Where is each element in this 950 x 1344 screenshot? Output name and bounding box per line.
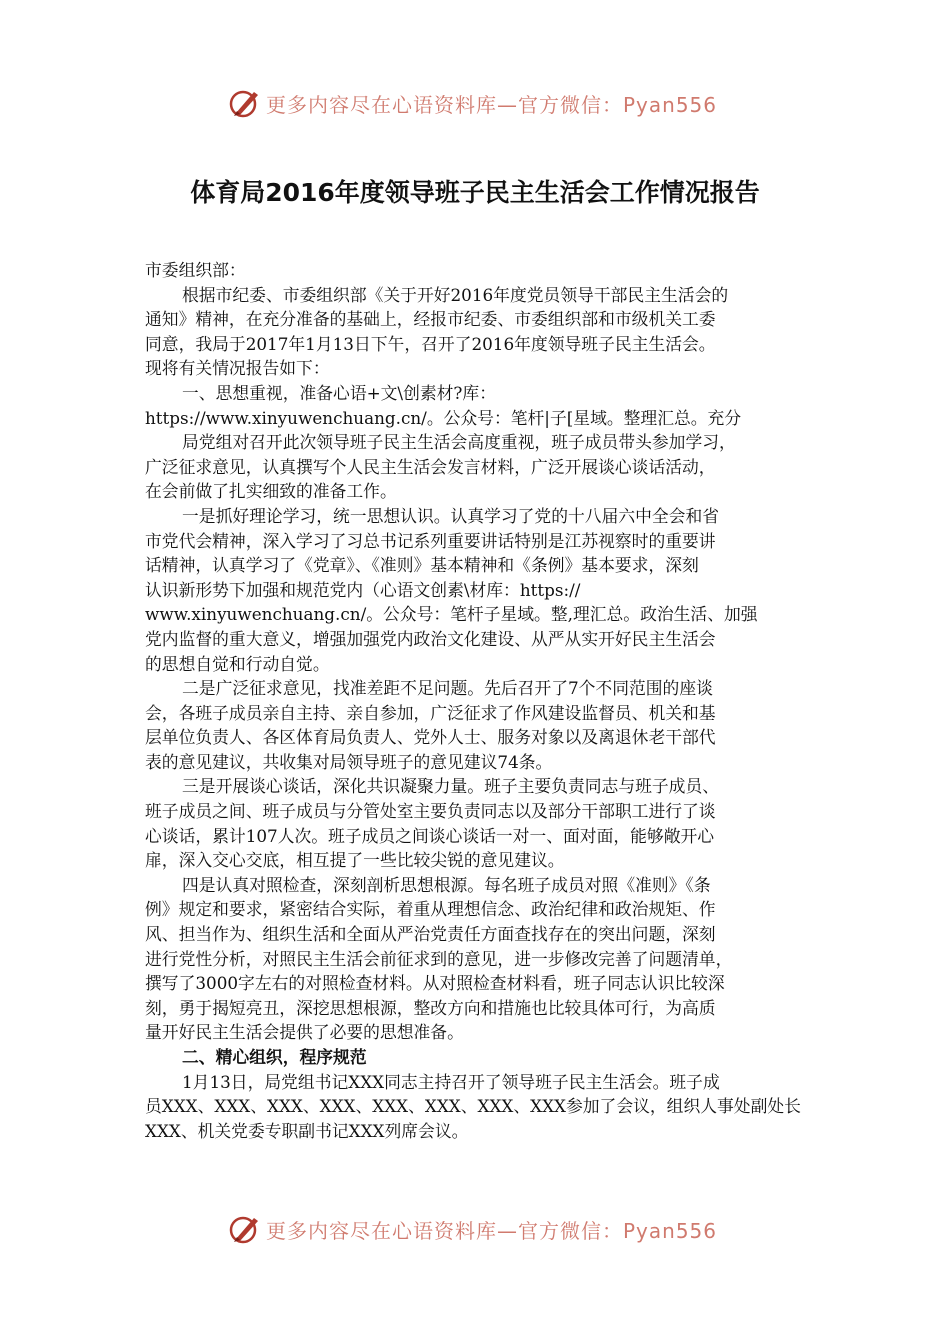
body-text-line: 认识新形势下加强和规范党内（心语文创素\材库：https:// [145, 579, 581, 600]
body-text-line: 一、思想重视，准备心语+文\创素材?库： [182, 382, 496, 403]
body-text-line: 刻，勇于揭短亮丑，深挖思想根源，整改方向和措施也比较具体可行，为高质 [145, 997, 716, 1018]
pen-circle-logo-icon [228, 1212, 262, 1246]
pen-circle-logo-icon [228, 86, 262, 120]
footer-watermark [228, 1211, 717, 1247]
watermark-text: 更多内容尽在心语资料库—官方微信：Pyan556 [266, 92, 718, 117]
body-text-line: 例》规定和要求，紧密结合实际，着重从理想信念、政治纪律和政治规矩、作 [145, 899, 716, 920]
body-text-line: 在会前做了扎实细致的准备工作。 [145, 481, 397, 502]
body-text-line: 四是认真对照检查，深刻剖析思想根源。每名班子成员对照《准则》《条 [182, 874, 711, 895]
body-text-line: 局党组对召开此次领导班子民主生活会高度重视，班子成员带头参加学习， [182, 432, 736, 453]
body-text-line: 扉，深入交心交底，相互提了一些比较尖锐的意见建议。 [145, 850, 565, 871]
body-text-line: www.xinyuwenchuang.cn/。公众号：笔杆子星域。整,理汇总。政治生活、加强 [145, 604, 758, 625]
body-text-line: 现将有关情况报告如下： [145, 358, 330, 379]
body-text-line: 量开好民主生活会提供了必要的思想准备。 [145, 1022, 464, 1043]
body-text-line: 班子成员之间、班子成员与分管处室主要负责同志以及部分干部职工进行了谈 [145, 801, 716, 822]
body-text-line: 层单位负责人、各区体育局负责人、党外人士、服务对象以及离退休老干部代 [145, 727, 716, 748]
body-text-line: XXX、机关党委专职副书记XXX列席会议。 [145, 1120, 469, 1141]
body-text-line: 二是广泛征求意见，找准差距不足问题。先后召开了7个不同范围的座谈 [182, 678, 713, 699]
body-text-line: 员XXX、XXX、XXX、XXX、XXX、XXX、XXX、XXX参加了会议，组织人事处副处长 [145, 1096, 801, 1117]
body-text-line: 表的意见建议，共收集对局领导班子的意见建议74条。 [145, 751, 553, 772]
watermark-text: 更多内容尽在心语资料库—官方微信：Pyan556 [266, 1218, 718, 1243]
body-text-line: 广泛征求意见，认真撰写个人民主生活会发言材料，广泛开展谈心谈话活动， [145, 456, 716, 477]
section-heading-line: 二、精心组织，程序规范 [182, 1047, 367, 1067]
body-text-line: 三是开展谈心谈话，深化共识凝聚力量。班子主要负责同志与班子成员、 [182, 776, 720, 797]
header-watermark [228, 85, 717, 121]
body-text-line: 话精神，认真学习了《党章》、《准则》基本精神和《条例》基本要求，深刻 [145, 555, 699, 576]
body-text-line: 通知》精神，在充分准备的基础上，经报市纪委、市委组织部和市级机关工委 [145, 309, 716, 330]
body-text-line: 同意，我局于2017年1月13日下午，召开了2016年度领导班子民主生活会。 [145, 333, 716, 354]
body-text-line: 市委组织部： [145, 260, 246, 280]
body-text-line: 风、担当作为、组织生活和全面从严治党责任方面查找存在的突出问题，深刻 [145, 924, 716, 945]
body-text-line: 一是抓好理论学习，统一思想认识。认真学习了党的十八届六中全会和省 [182, 505, 720, 526]
body-text-line: 心谈话，累计107人次。班子成员之间谈心谈话一对一、面对面，能够敞开心 [145, 825, 715, 846]
document-body [145, 258, 813, 1143]
body-text-line: 根据市纪委、市委组织部《关于开好2016年度党员领导干部民主生活会的 [182, 284, 729, 305]
body-text-line: 撰写了3000字左右的对照检查材料。从对照检查材料看，班子同志认识比较深 [145, 973, 725, 994]
body-text-line: 会，各班子成员亲自主持、亲自参加，广泛征求了作风建设监督员、机关和基 [145, 702, 716, 723]
document-title: 体育局2016年度领导班子民主生活会工作情况报告 [190, 178, 760, 207]
body-text-line: 的思想自觉和行动自觉。 [145, 653, 330, 674]
body-text-line: 市党代会精神，深入学习了习总书记系列重要讲话特别是江苏视察时的重要讲 [145, 530, 716, 551]
body-text-line: 1月13日，局党组书记XXX同志主持召开了领导班子民主生活会。班子成 [182, 1071, 720, 1092]
body-text-line: https://www.xinyuwenchuang.cn/。公众号：笔杆|子[星域。整理汇总。充分 [145, 407, 742, 428]
body-text-line: 党内监督的重大意义，增强加强党内政治文化建设、从严从实开好民主生活会 [145, 628, 716, 649]
body-text-line: 进行党性分析，对照民主生活会前征求到的意见，进一步修改完善了问题清单， [145, 948, 733, 969]
